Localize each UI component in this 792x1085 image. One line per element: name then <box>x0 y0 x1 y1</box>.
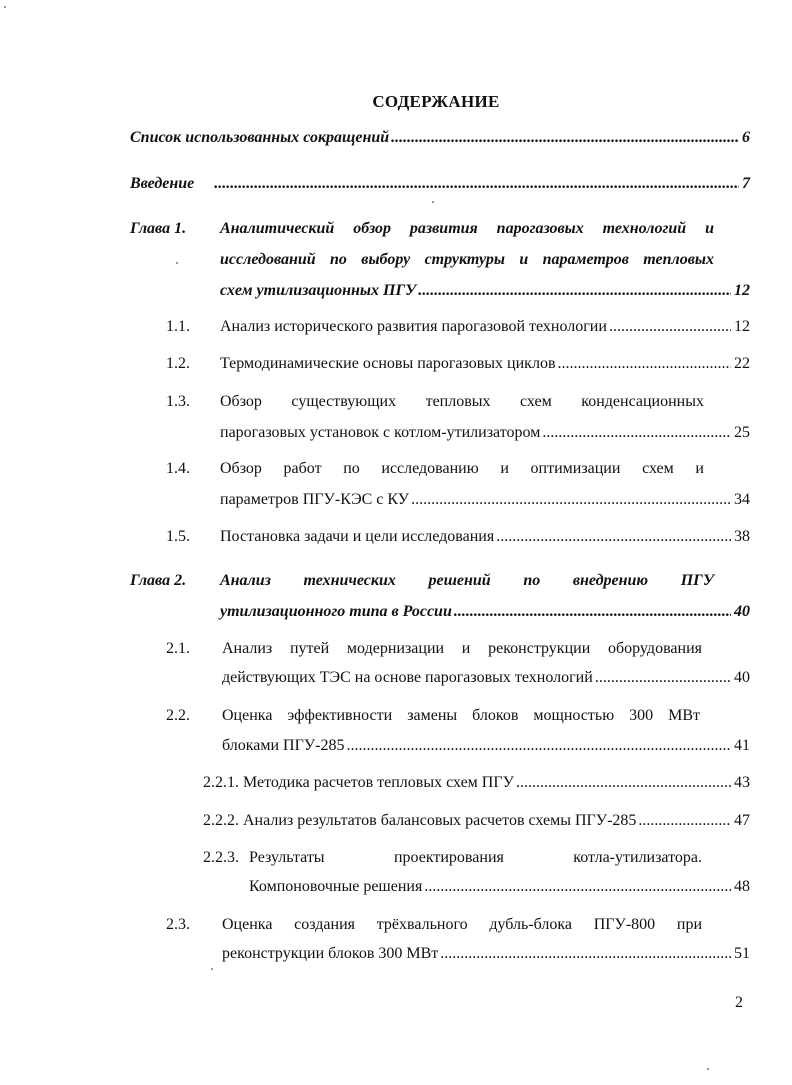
toc-word: решений <box>428 572 491 589</box>
toc-word: оптимизации <box>530 460 621 477</box>
leader-dots <box>391 128 739 148</box>
scan-speck <box>432 201 434 203</box>
toc-word: создания <box>294 916 355 933</box>
toc-entry-2-2-2[interactable]: 2.2.2. Анализ результатов балансовых расчетов схемы ПГУ-285 ..... 47 <box>203 811 750 831</box>
toc-entry-2-2-line2[interactable]: блоками ПГУ-285 ..... 41 <box>222 736 750 756</box>
leader-dots <box>516 773 731 793</box>
scan-speck <box>176 262 178 264</box>
leader-dots <box>411 490 731 510</box>
scan-speck <box>4 6 6 8</box>
toc-word: структуры <box>424 251 505 268</box>
section-1-2-number: 1.2. <box>166 355 190 372</box>
toc-word: тепловых <box>643 251 714 268</box>
toc-word: внедрению <box>572 572 649 589</box>
toc-word: реконструкции <box>488 640 591 657</box>
toc-word: модернизации <box>346 640 445 657</box>
toc-word: Оценка <box>222 916 273 933</box>
toc-word: и <box>705 220 714 237</box>
leader-dots <box>638 811 731 831</box>
leader-dots <box>609 317 731 337</box>
toc-entry-2-2-line1[interactable] <box>222 706 700 726</box>
toc-word: котла-утилизатора. <box>573 849 702 866</box>
toc-word: замены <box>407 707 458 724</box>
toc-entry-1-3-line2[interactable]: парогазовых установок с котлом-утилизатором ..... 25 <box>220 423 750 443</box>
toc-word: исследований <box>220 251 316 268</box>
toc-word: схем <box>520 393 552 410</box>
leader-dots <box>454 602 731 622</box>
chapter-1-label: Глава 1. <box>130 220 187 237</box>
toc-entry-1-3-line1[interactable] <box>220 392 704 412</box>
toc-word: оборудования <box>608 640 702 657</box>
leader-dots <box>595 668 731 688</box>
toc-word: схем <box>642 460 674 477</box>
toc-word: блоков <box>472 707 519 724</box>
toc-word: Обзор <box>220 393 262 410</box>
toc-word: при <box>676 916 702 933</box>
toc-word: Оценка <box>222 707 273 724</box>
toc-word: эффективности <box>287 707 393 724</box>
toc-entry-2-1-line1[interactable] <box>222 639 702 659</box>
leader-dots <box>424 877 731 897</box>
toc-word: Анализ <box>220 572 271 589</box>
toc-word: Анализ <box>222 640 273 657</box>
toc-entry-1-4-line2[interactable]: параметров ПГУ-КЭС с КУ ..... 34 <box>220 490 750 510</box>
toc-word: работ <box>283 460 322 477</box>
toc-word: путей <box>289 640 330 657</box>
leader-dots <box>347 736 731 756</box>
toc-entry-introduction[interactable]: Введение ..... 7 <box>130 174 750 194</box>
toc-word: тепловых <box>425 393 491 410</box>
toc-word: 300 <box>629 707 654 724</box>
toc-word: и <box>519 251 529 268</box>
toc-word: дубль-блока <box>489 916 572 933</box>
toc-word: конденсационных <box>581 393 704 410</box>
toc-word: исследованию <box>381 460 479 477</box>
toc-word: обзор <box>353 220 392 237</box>
toc-word: технологий <box>602 220 687 237</box>
toc-entry-1-5[interactable]: Постановка задачи и цели исследования ..... 38 <box>220 527 750 547</box>
leader-dots <box>558 354 732 374</box>
chapter-1-title-line2[interactable] <box>220 250 714 270</box>
toc-word: трёхвального <box>376 916 468 933</box>
page-title: СОДЕРЖАНИЕ <box>372 92 500 111</box>
toc-word: параметров <box>542 251 629 268</box>
section-2-2-3-number: 2.2.3. <box>203 849 239 866</box>
toc-entry-1-1[interactable]: Анализ исторического развития парогазовой технологии ..... 12 <box>220 317 750 337</box>
toc-entry-2-2-3-line1[interactable] <box>249 848 702 868</box>
toc-word: по <box>330 251 347 268</box>
section-1-4-number: 1.4. <box>166 460 190 477</box>
page-number: 2 <box>735 994 743 1011</box>
toc-entry-1-2[interactable]: Термодинамические основы парогазовых циклов ..... 22 <box>220 354 750 374</box>
toc-word: по <box>343 460 360 477</box>
toc-word: и <box>500 460 509 477</box>
chapter-2-label: Глава 2. <box>130 572 187 589</box>
toc-word: проектирования <box>393 849 504 866</box>
toc-entry-2-3-line1[interactable] <box>222 915 702 935</box>
section-2-2-number: 2.2. <box>166 707 190 724</box>
toc-word: по <box>523 572 541 589</box>
toc-word: и <box>461 640 471 657</box>
toc-word: технических <box>303 572 396 589</box>
toc-word: Аналитический <box>220 220 335 237</box>
toc-word: МВт <box>668 707 700 724</box>
section-2-1-number: 2.1. <box>166 640 190 657</box>
toc-word: ПГУ-800 <box>593 916 656 933</box>
chapter-1-title-line3[interactable]: схем утилизационных ПГУ ..... 12 <box>220 281 750 301</box>
leader-dots <box>542 423 731 443</box>
toc-word: ПГУ <box>680 572 714 589</box>
toc-entry-2-2-3-line2[interactable]: Компоновочные решения ..... 48 <box>249 877 750 897</box>
leader-dots <box>214 174 739 194</box>
toc-word: выбору <box>361 251 411 268</box>
section-2-3-number: 2.3. <box>166 916 190 933</box>
toc-word: мощностью <box>533 707 615 724</box>
toc-word: Результаты <box>249 849 325 866</box>
section-1-5-number: 1.5. <box>166 528 190 545</box>
leader-dots <box>496 527 731 547</box>
scan-speck <box>707 1068 709 1070</box>
chapter-1-title-line1[interactable] <box>220 219 714 239</box>
scan-speck <box>211 968 213 970</box>
section-1-1-number: 1.1. <box>166 318 190 335</box>
chapter-2-title-line2[interactable]: утилизационного типа в России ..... 40 <box>220 602 750 622</box>
toc-word: Обзор <box>220 460 262 477</box>
toc-entry-1-4-line1[interactable] <box>220 459 704 479</box>
toc-entry-2-1-line2[interactable]: действующих ТЭС на основе парогазовых технологий ..... 40 <box>222 668 750 688</box>
toc-entry-abbreviations[interactable]: Список использованных сокращений ..... 6 <box>130 128 750 148</box>
toc-word: развития <box>409 220 478 237</box>
leader-dots <box>418 281 731 301</box>
chapter-2-title-line1[interactable] <box>220 571 714 591</box>
toc-word: существующих <box>291 393 397 410</box>
leader-dots <box>440 944 731 964</box>
toc-word: парогазовых <box>496 220 584 237</box>
toc-word: и <box>695 460 704 477</box>
toc-entry-2-3-line2[interactable]: реконструкции блоков 300 МВт ..... 51 <box>222 944 750 964</box>
toc-entry-2-2-1[interactable]: 2.2.1. Методика расчетов тепловых схем ПГУ ..... 43 <box>203 773 750 793</box>
section-1-3-number: 1.3. <box>166 393 190 410</box>
